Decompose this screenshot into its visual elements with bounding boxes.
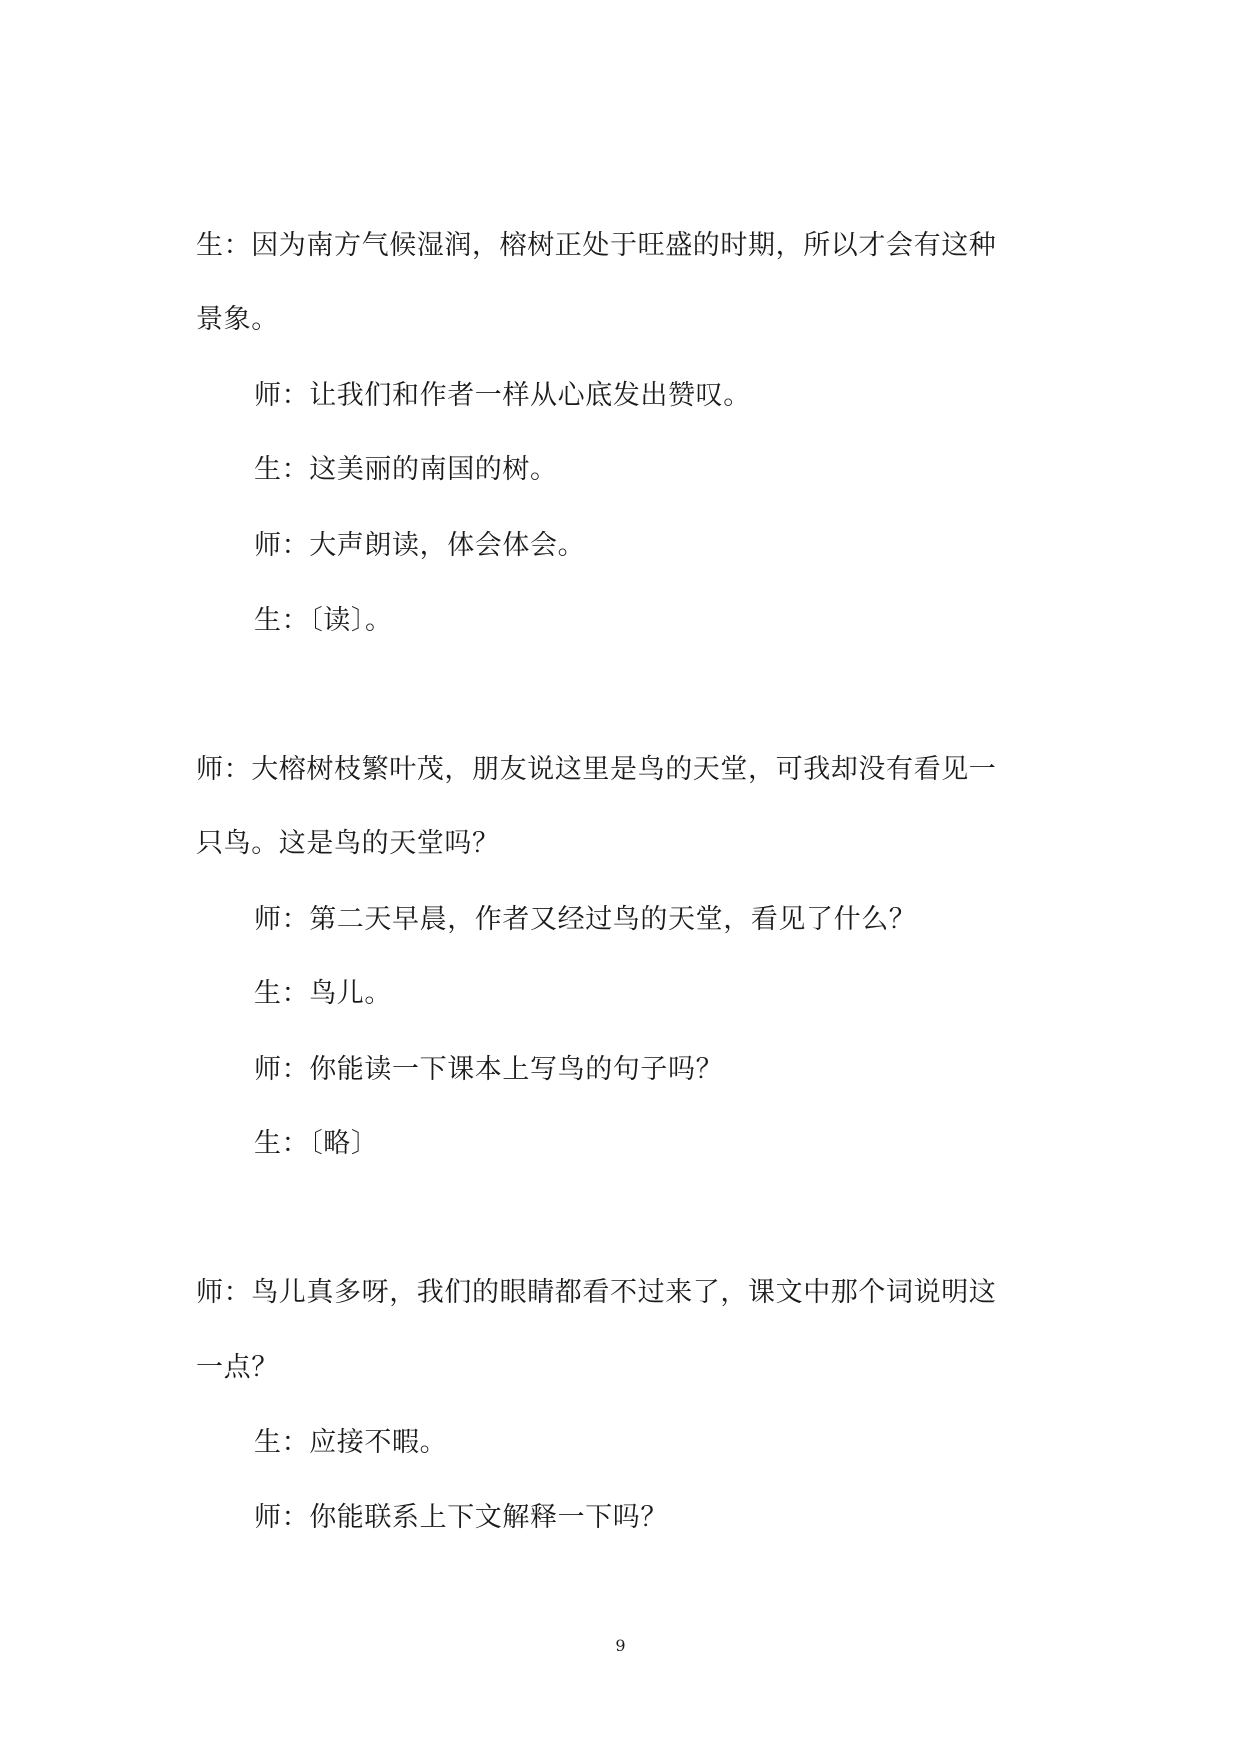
text-line-1: 生：因为南方气候湿润，榕树正处于旺盛的时期，所以才会有这种 (196, 230, 997, 261)
text-line-9: 师：第二天早晨，作者又经过鸟的天堂，看见了什么？ (254, 904, 917, 935)
text-line-12: 生：〔略〕 (254, 1128, 379, 1159)
text-line-7: 师：大榕树枝繁叶茂，朋友说这里是鸟的天堂，可我却没有看见一 (196, 754, 997, 785)
text-line-10: 生：鸟儿。 (254, 978, 392, 1009)
text-line-15: 生：应接不暇。 (254, 1427, 448, 1458)
text-line-13: 师：鸟儿真多呀，我们的眼睛都看不过来了，课文中那个词说明这 (196, 1277, 997, 1308)
text-line-11: 师：你能读一下课本上写鸟的句子吗？ (254, 1054, 724, 1085)
text-line-3: 师：让我们和作者一样从心底发出赞叹。 (254, 380, 751, 411)
text-line-16: 师：你能联系上下文解释一下吗？ (254, 1502, 668, 1533)
text-line-4: 生：这美丽的南国的树。 (254, 454, 558, 485)
text-line-5: 师：大声朗读，体会体会。 (254, 530, 586, 561)
text-line-14: 一点？ (196, 1352, 279, 1383)
text-line-6: 生：〔读〕。 (254, 605, 393, 636)
text-line-2: 景象。 (196, 304, 279, 335)
text-line-8: 只鸟。这是鸟的天堂吗？ (196, 828, 500, 859)
page-number: 9 (615, 1636, 626, 1655)
